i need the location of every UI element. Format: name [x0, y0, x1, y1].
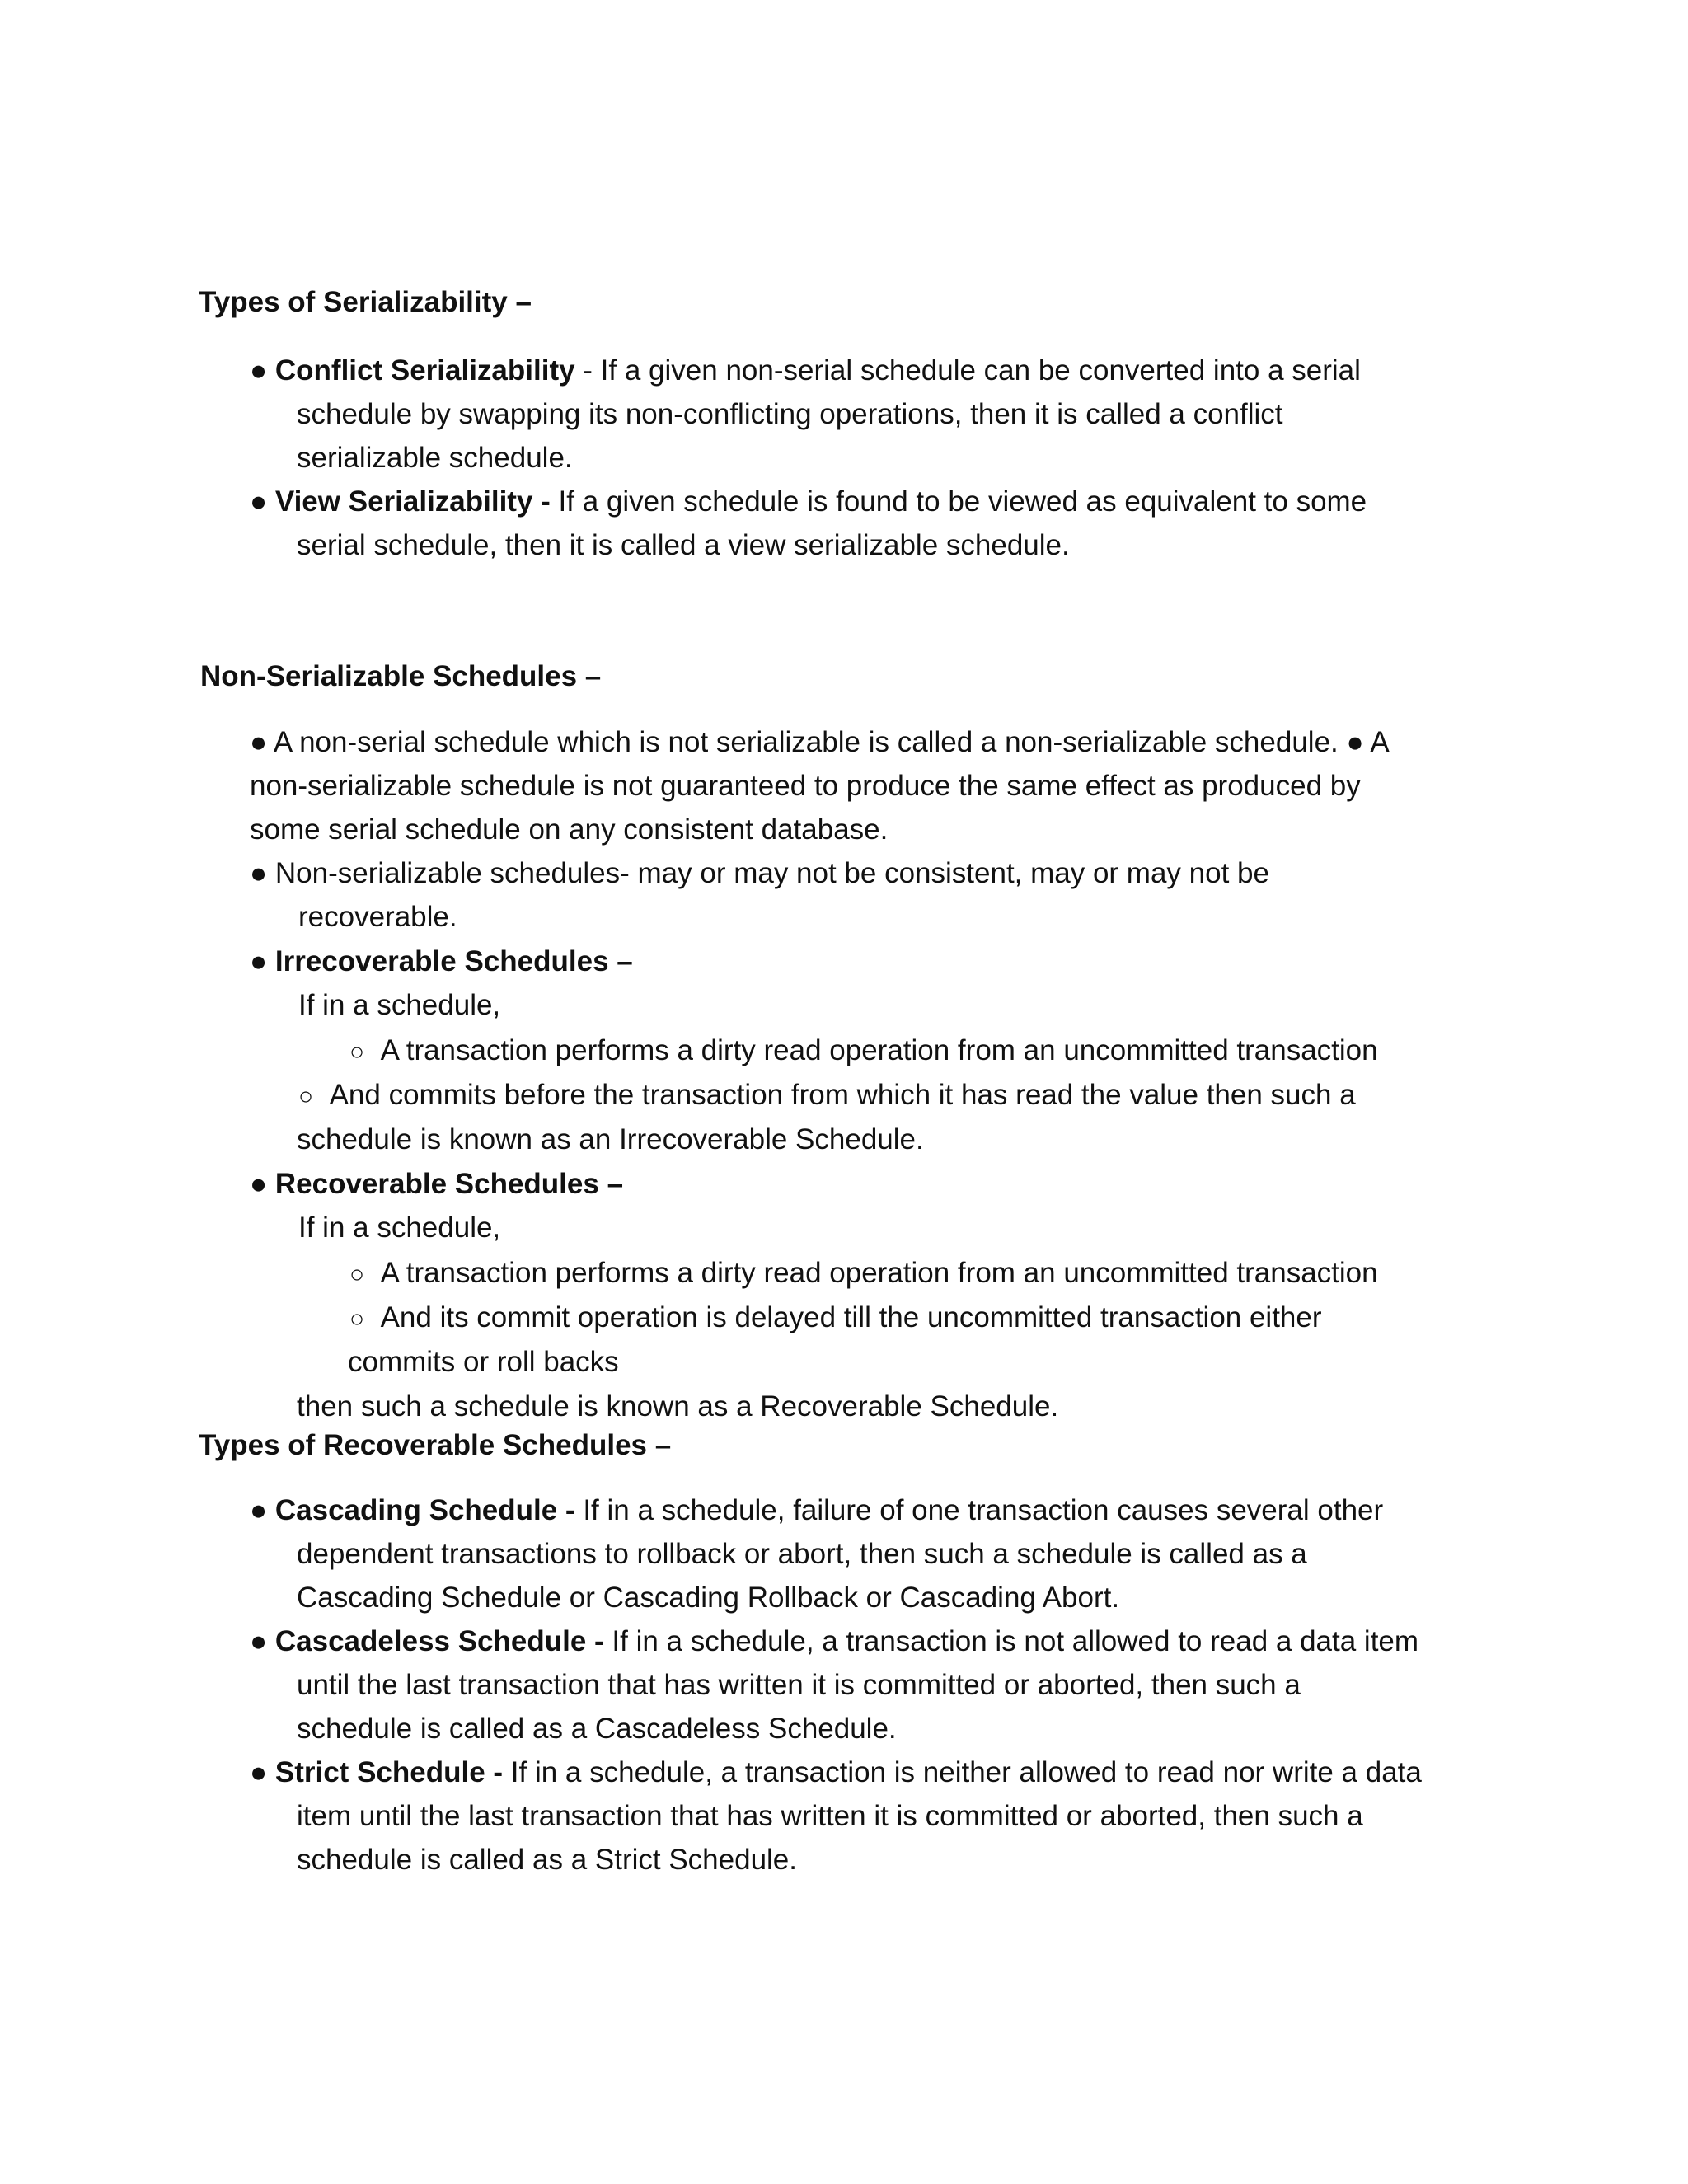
bullet-icon: ●: [250, 485, 268, 518]
circle-bullet-icon: ○: [298, 1083, 314, 1110]
bullet-icon: ●: [250, 1494, 268, 1526]
item-text: Non-serializable schedules- may or may not be consistent, may or may not be: [267, 857, 1269, 889]
bullet-icon: ●: [250, 1168, 268, 1200]
item-text-line: non-serializable schedule is not guaranteed to produce the same effect as produced by: [250, 770, 1361, 802]
item-text-line: schedule is known as an Irrecoverable Schedule.: [297, 1123, 924, 1155]
item-text-line: serial schedule, then it is called a view serializable schedule.: [297, 529, 1070, 561]
item-text-line: schedule by swapping its non-conflicting operations, then it is called a conflict: [297, 398, 1283, 430]
item-text-line: schedule is called as a Cascadeless Schedule.: [297, 1713, 897, 1745]
item-text: A non-serial schedule which is not serializable is called a non-serializable schedule. ● A: [267, 726, 1390, 758]
bullet-icon: ●: [250, 857, 268, 889]
item-text-line: serializable schedule.: [297, 442, 573, 474]
term-recoverable-schedules: Recoverable Schedules –: [274, 1168, 624, 1200]
item-text-line: schedule is called as a Strict Schedule.: [297, 1844, 797, 1876]
list-item-strict-schedule: [250, 1755, 1422, 1790]
circle-bullet-icon: ○: [349, 1038, 365, 1066]
item-text: - If a given non-serial schedule can be converted into a serial: [574, 354, 1361, 387]
list-item-conflict-serializability: [250, 354, 1361, 388]
bullet-icon: ●: [250, 354, 268, 387]
item-text-line: item until the last transaction that has written it is committed or aborted, then such a: [297, 1800, 1363, 1832]
item-text-line: recoverable.: [298, 901, 457, 933]
list-item-cascading-schedule: [250, 1493, 1383, 1528]
heading-types-of-serializability: Types of Serializability –: [199, 286, 532, 318]
term-conflict-serializability: Conflict Serializability: [274, 354, 575, 387]
item-text: If in a schedule, failure of one transaction causes several other: [574, 1494, 1384, 1526]
sub-item-text: A transaction performs a dirty read operation from an uncommitted transaction: [380, 1034, 1378, 1066]
item-text-line: some serial schedule on any consistent database.: [250, 813, 889, 846]
sub-item-dirty-read: [349, 1033, 1378, 1070]
circle-bullet-icon: ○: [349, 1305, 365, 1333]
item-text: If in a schedule, a transaction is not allowed to read a data item: [603, 1625, 1419, 1657]
sub-item-text: And its commit operation is delayed till the uncommitted transaction either: [380, 1301, 1322, 1333]
list-item-non-serial-definition: [250, 725, 1390, 760]
sub-item-text: A transaction performs a dirty read operation from an uncommitted transaction: [380, 1257, 1378, 1289]
item-text-line: If in a schedule,: [298, 989, 501, 1021]
bullet-icon: ●: [250, 1756, 268, 1788]
term-irrecoverable-schedules: Irrecoverable Schedules –: [274, 945, 633, 977]
term-cascading-schedule: Cascading Schedule -: [274, 1494, 575, 1526]
item-text-line: commits or roll backs: [348, 1346, 619, 1378]
heading-types-of-recoverable-schedules: Types of Recoverable Schedules –: [199, 1429, 672, 1461]
sub-item-text: And commits before the transaction from which it has read the value then such a: [329, 1079, 1356, 1111]
heading-non-serializable-schedules: Non-Serializable Schedules –: [200, 660, 602, 692]
sub-item-commit-delayed: [349, 1301, 1322, 1337]
item-text: If a given schedule is found to be viewed as equivalent to some: [550, 485, 1367, 518]
circle-bullet-icon: ○: [349, 1261, 365, 1288]
item-text-line: then such a schedule is known as a Recoverable Schedule.: [297, 1390, 1059, 1422]
list-item-non-serializable-consistency: [250, 856, 1269, 891]
list-item-irrecoverable-schedules: [250, 944, 633, 979]
bullet-icon: ●: [250, 945, 268, 977]
term-strict-schedule: Strict Schedule -: [274, 1756, 504, 1788]
list-item-cascadeless-schedule: [250, 1624, 1418, 1659]
list-item-view-serializability: [250, 485, 1367, 519]
bullet-icon: ●: [250, 726, 268, 758]
sub-item-commits-before: [298, 1078, 1356, 1114]
bullet-icon: ●: [250, 1625, 268, 1657]
term-view-serializability: View Serializability -: [274, 485, 551, 518]
sub-item-dirty-read: [349, 1256, 1378, 1292]
item-text-line: dependent transactions to rollback or abort, then such a schedule is called as a: [297, 1538, 1307, 1570]
item-text-line: If in a schedule,: [298, 1212, 501, 1244]
item-text-line: until the last transaction that has written it is committed or aborted, then such a: [297, 1669, 1301, 1701]
item-text: If in a schedule, a transaction is neither allowed to read nor write a data: [503, 1756, 1422, 1788]
term-cascadeless-schedule: Cascadeless Schedule -: [274, 1625, 604, 1657]
item-text-line: Cascading Schedule or Cascading Rollback or Cascading Abort.: [297, 1582, 1120, 1614]
list-item-recoverable-schedules: [250, 1167, 623, 1202]
